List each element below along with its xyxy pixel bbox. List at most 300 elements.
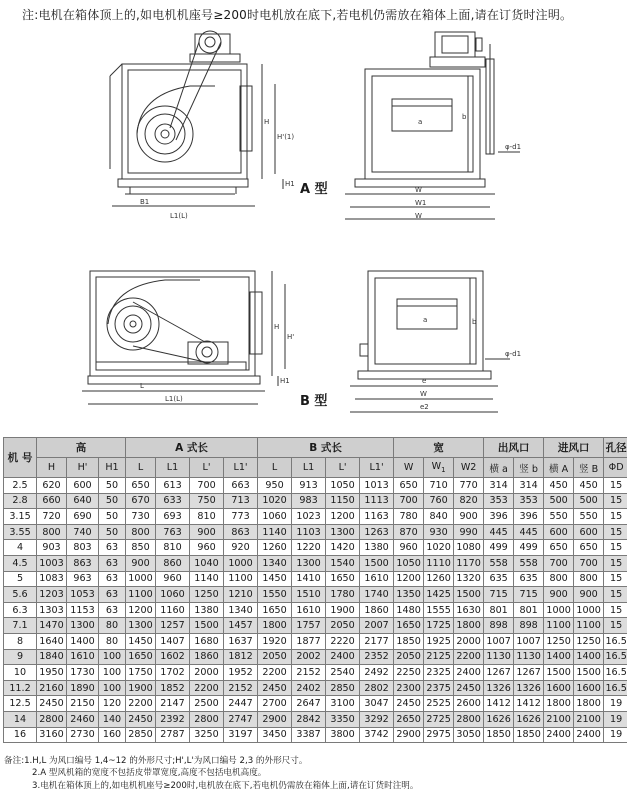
table-cell: 613 — [156, 478, 190, 494]
table-cell: 950 — [258, 478, 292, 494]
table-row — [4, 711, 627, 727]
machine-no-cell: 4.5 — [4, 555, 37, 571]
table-cell: 1130 — [484, 649, 514, 665]
table-cell: 1650 — [394, 618, 424, 634]
table-row — [4, 727, 627, 743]
table-cell: 1650 — [326, 571, 360, 587]
header-inlet-a: 横 A — [544, 458, 574, 478]
table-cell: 801 — [484, 602, 514, 618]
table-cell: 713 — [224, 493, 258, 509]
table-cell: 820 — [454, 493, 484, 509]
header-w1-sub: 1 — [441, 465, 446, 474]
table-cell: 900 — [574, 587, 604, 603]
table-cell: 1263 — [360, 524, 394, 540]
table-cell: 550 — [544, 509, 574, 525]
table-cell: 913 — [292, 478, 326, 494]
table-row — [4, 680, 627, 696]
table-cell: 1470 — [37, 618, 67, 634]
table-cell: 1900 — [326, 602, 360, 618]
table-cell: 700 — [190, 478, 224, 494]
header-inlet: 进风口 — [544, 438, 604, 458]
table-cell: 983 — [292, 493, 326, 509]
table-cell: 1800 — [574, 696, 604, 712]
table-cell: 700 — [574, 555, 604, 571]
table-cell: 1130 — [514, 649, 544, 665]
header-phi-d: ΦD — [604, 458, 627, 478]
table-cell: 1013 — [360, 478, 394, 494]
table-cell: 650 — [126, 478, 156, 494]
table-cell: 450 — [544, 478, 574, 494]
table-cell: 1340 — [224, 602, 258, 618]
table-cell: 2450 — [394, 696, 424, 712]
table-cell: 1260 — [424, 571, 454, 587]
table-cell: 2850 — [126, 727, 156, 743]
table-cell: 1450 — [126, 633, 156, 649]
table-cell: 1412 — [484, 696, 514, 712]
table-cell: 2352 — [360, 649, 394, 665]
type-b-front-view — [350, 271, 510, 412]
machine-no-cell: 12.5 — [4, 696, 37, 712]
table-cell: 1140 — [258, 524, 292, 540]
table-cell: 15 — [604, 555, 627, 571]
table-cell: 660 — [37, 493, 67, 509]
table-row — [4, 633, 627, 649]
table-cell: 1500 — [190, 618, 224, 634]
table-cell: 1113 — [360, 493, 394, 509]
table-row — [4, 649, 627, 665]
table-cell: 2725 — [424, 711, 454, 727]
header-machine-no: 机 号 — [4, 438, 37, 478]
table-cell: 120 — [99, 696, 126, 712]
table-cell: 1267 — [514, 665, 544, 681]
table-cell: 15 — [604, 493, 627, 509]
table-cell: 760 — [424, 493, 454, 509]
table-cell: 2460 — [67, 711, 99, 727]
table-cell: 2200 — [258, 665, 292, 681]
table-cell: 1400 — [544, 649, 574, 665]
header-height: 高 — [37, 438, 126, 458]
header-a-length: A 式长 — [126, 438, 258, 458]
table-cell: 600 — [67, 478, 99, 494]
table-cell: 1003 — [37, 555, 67, 571]
table-cell: 810 — [190, 509, 224, 525]
table-cell: 1260 — [258, 540, 292, 556]
table-cell: 1160 — [156, 602, 190, 618]
table-cell: 1103 — [292, 524, 326, 540]
table-cell: 1550 — [258, 587, 292, 603]
table-row — [4, 478, 627, 494]
table-cell: 1410 — [292, 571, 326, 587]
table-cell: 396 — [514, 509, 544, 525]
table-cell: 1100 — [544, 618, 574, 634]
table-cell: 3800 — [326, 727, 360, 743]
table-cell: 663 — [224, 478, 258, 494]
table-cell: 1200 — [394, 571, 424, 587]
table-cell: 2152 — [224, 680, 258, 696]
table-cell: 1412 — [514, 696, 544, 712]
note-3: 3.电机在箱体顶上的,如电机机座号≥200时,电机放在底下,若电机仍需放在箱体上面,请在订货时注明。 — [32, 780, 419, 791]
table-cell: 19 — [604, 727, 627, 743]
table-cell: 15 — [604, 602, 627, 618]
table-cell: 990 — [454, 524, 484, 540]
table-cell: 2300 — [394, 680, 424, 696]
machine-no-cell: 3.55 — [4, 524, 37, 540]
table-cell: 558 — [484, 555, 514, 571]
table-cell: 840 — [424, 509, 454, 525]
table-cell: 710 — [424, 478, 454, 494]
header-b-l-prime: L' — [326, 458, 360, 478]
table-cell: 1680 — [190, 633, 224, 649]
table-cell: 1637 — [224, 633, 258, 649]
table-cell: 2100 — [574, 711, 604, 727]
table-cell: 1320 — [454, 571, 484, 587]
table-cell: 50 — [99, 509, 126, 525]
table-cell: 3387 — [292, 727, 326, 743]
machine-no-cell: 5 — [4, 571, 37, 587]
table-cell: 801 — [514, 602, 544, 618]
header-outlet: 出风口 — [484, 438, 544, 458]
table-cell: 1350 — [394, 587, 424, 603]
table-cell: 50 — [99, 493, 126, 509]
table-cell: 1060 — [258, 509, 292, 525]
table-cell: 1500 — [574, 665, 604, 681]
notes — [4, 755, 418, 792]
table-cell: 670 — [126, 493, 156, 509]
table-cell: 1300 — [67, 618, 99, 634]
table-cell: 353 — [484, 493, 514, 509]
header-w1-main: W — [431, 461, 442, 473]
table-cell: 1610 — [67, 649, 99, 665]
machine-no-cell: 10 — [4, 665, 37, 681]
header-w1 — [424, 458, 454, 478]
table-cell: 800 — [126, 524, 156, 540]
table-cell: 1800 — [544, 696, 574, 712]
header-outlet-b: 竖 b — [514, 458, 544, 478]
table-cell: 1920 — [258, 633, 292, 649]
table-cell: 1950 — [37, 665, 67, 681]
header-b-length: B 式长 — [258, 438, 394, 458]
spec-table — [3, 437, 627, 743]
table-cell: 1080 — [454, 540, 484, 556]
table-cell: 1250 — [574, 633, 604, 649]
machine-no-cell: 8 — [4, 633, 37, 649]
table-cell: 2002 — [292, 649, 326, 665]
table-cell: 1600 — [574, 680, 604, 696]
header-a-l1: L1 — [156, 458, 190, 478]
table-cell: 2747 — [224, 711, 258, 727]
table-cell: 1877 — [292, 633, 326, 649]
table-cell: 863 — [67, 555, 99, 571]
table-cell: 1050 — [394, 555, 424, 571]
table-cell: 620 — [37, 478, 67, 494]
table-cell: 803 — [67, 540, 99, 556]
table-cell: 720 — [37, 509, 67, 525]
table-cell: 1053 — [67, 587, 99, 603]
table-row — [4, 696, 627, 712]
table-cell: 3100 — [326, 696, 360, 712]
machine-no-cell: 9 — [4, 649, 37, 665]
table-cell: 15 — [604, 524, 627, 540]
table-cell: 1890 — [67, 680, 99, 696]
technical-drawings — [0, 24, 627, 434]
table-cell: 800 — [37, 524, 67, 540]
table-cell: 16.5 — [604, 649, 627, 665]
svg-text:L: L — [140, 382, 144, 390]
table-cell: 715 — [514, 587, 544, 603]
table-cell: 353 — [514, 493, 544, 509]
table-cell: 1480 — [394, 602, 424, 618]
table-cell: 2450 — [454, 680, 484, 696]
table-cell: 1730 — [67, 665, 99, 681]
table-row — [4, 555, 627, 571]
table-cell: 690 — [67, 509, 99, 525]
machine-no-cell: 14 — [4, 711, 37, 727]
table-cell: 314 — [514, 478, 544, 494]
table-cell: 900 — [126, 555, 156, 571]
table-cell: 2647 — [292, 696, 326, 712]
table-cell: 1510 — [292, 587, 326, 603]
table-cell: 635 — [484, 571, 514, 587]
table-cell: 63 — [99, 602, 126, 618]
table-cell: 730 — [126, 509, 156, 525]
table-cell: 1326 — [484, 680, 514, 696]
table-cell: 2500 — [190, 696, 224, 712]
top-note: 注:电机在箱体顶上的,如电机机座号≥200时电机放在底下,若电机仍需放在箱体上面,请在订货时注明。 — [22, 8, 573, 22]
table-cell: 1023 — [292, 509, 326, 525]
table-cell: 2050 — [258, 649, 292, 665]
table-cell: 2400 — [574, 727, 604, 743]
type-a-front-view — [345, 32, 520, 219]
table-cell: 740 — [67, 524, 99, 540]
table-cell: 903 — [37, 540, 67, 556]
table-cell: 1140 — [190, 571, 224, 587]
table-cell: 550 — [574, 509, 604, 525]
table-cell: 1000 — [224, 555, 258, 571]
machine-no-cell: 4 — [4, 540, 37, 556]
table-cell: 1840 — [37, 649, 67, 665]
table-cell: 2402 — [292, 680, 326, 696]
table-cell: 900 — [544, 587, 574, 603]
table-cell: 2050 — [326, 618, 360, 634]
svg-text:B1: B1 — [140, 198, 150, 206]
svg-text:H': H' — [287, 333, 295, 341]
table-cell: 640 — [67, 493, 99, 509]
machine-no-cell: 7.1 — [4, 618, 37, 634]
table-cell: 900 — [190, 524, 224, 540]
table-cell: 898 — [514, 618, 544, 634]
table-cell: 1812 — [224, 649, 258, 665]
table-cell: 1267 — [484, 665, 514, 681]
table-row — [4, 618, 627, 634]
machine-no-cell: 5.6 — [4, 587, 37, 603]
header-w2: W2 — [454, 458, 484, 478]
header-outlet-a: 横 a — [484, 458, 514, 478]
table-cell: 633 — [156, 493, 190, 509]
header-hole-dia: 孔径 — [604, 438, 627, 458]
table-cell: 1326 — [514, 680, 544, 696]
table-cell: 930 — [424, 524, 454, 540]
table-row — [4, 665, 627, 681]
table-cell: 1083 — [37, 571, 67, 587]
table-cell: 80 — [99, 633, 126, 649]
table-cell: 2730 — [67, 727, 99, 743]
note-1: 备注:1.H,L 为风口编号 1,4~12 的外形尺寸;H',L'为风口编号 2,3 的外形尺寸。 — [4, 756, 308, 766]
table-cell: 2447 — [224, 696, 258, 712]
table-cell: 500 — [574, 493, 604, 509]
table-cell: 650 — [544, 540, 574, 556]
svg-text:H: H — [264, 118, 270, 126]
table-cell: 3450 — [258, 727, 292, 743]
table-cell: 2400 — [454, 665, 484, 681]
table-cell: 2842 — [292, 711, 326, 727]
table-cell: 1100 — [126, 587, 156, 603]
table-header-row-2 — [4, 458, 627, 478]
table-cell: 445 — [514, 524, 544, 540]
svg-text:b: b — [472, 318, 477, 326]
table-cell: 3742 — [360, 727, 394, 743]
svg-text:W: W — [415, 212, 422, 220]
table-cell: 1200 — [326, 509, 360, 525]
table-cell: 100 — [99, 649, 126, 665]
table-cell: 15 — [604, 509, 627, 525]
table-cell: 1380 — [360, 540, 394, 556]
table-cell: 2125 — [424, 649, 454, 665]
table-cell: 2177 — [360, 633, 394, 649]
table-cell: 2525 — [424, 696, 454, 712]
table-cell: 1200 — [126, 602, 156, 618]
table-row — [4, 602, 627, 618]
table-cell: 1650 — [258, 602, 292, 618]
table-cell: 1757 — [292, 618, 326, 634]
table-cell: 2152 — [292, 665, 326, 681]
table-cell: 750 — [190, 493, 224, 509]
table-cell: 900 — [454, 509, 484, 525]
table-cell: 1500 — [454, 587, 484, 603]
table-row — [4, 493, 627, 509]
table-cell: 19 — [604, 711, 627, 727]
table-cell: 960 — [394, 540, 424, 556]
table-cell: 1630 — [454, 602, 484, 618]
table-cell: 445 — [484, 524, 514, 540]
table-cell: 635 — [514, 571, 544, 587]
table-cell: 1555 — [424, 602, 454, 618]
header-a-l1-prime: L1' — [224, 458, 258, 478]
type-b-side-view — [82, 271, 285, 404]
table-cell: 650 — [574, 540, 604, 556]
svg-text:a: a — [418, 118, 423, 126]
table-cell: 1702 — [156, 665, 190, 681]
table-cell: 15 — [604, 478, 627, 494]
table-row — [4, 524, 627, 540]
machine-no-cell: 3.15 — [4, 509, 37, 525]
svg-text:L1(L): L1(L) — [170, 212, 188, 220]
svg-text:H1: H1 — [285, 180, 295, 188]
table-cell: 450 — [574, 478, 604, 494]
header-width: 宽 — [394, 438, 484, 458]
table-cell: 499 — [514, 540, 544, 556]
table-cell: 1100 — [574, 618, 604, 634]
table-cell: 2400 — [544, 727, 574, 743]
table-row — [4, 571, 627, 587]
table-cell: 2975 — [424, 727, 454, 743]
table-cell: 1050 — [326, 478, 360, 494]
table-cell: 2000 — [454, 633, 484, 649]
table-cell: 800 — [544, 571, 574, 587]
table-cell: 1300 — [292, 555, 326, 571]
header-w: W — [394, 458, 424, 478]
header-h1: H1 — [99, 458, 126, 478]
table-cell: 2200 — [454, 649, 484, 665]
svg-text:W: W — [415, 186, 422, 194]
table-cell: 1860 — [190, 649, 224, 665]
machine-no-cell: 2.8 — [4, 493, 37, 509]
table-cell: 1000 — [574, 602, 604, 618]
table-cell: 2100 — [544, 711, 574, 727]
table-cell: 870 — [394, 524, 424, 540]
table-cell: 1925 — [424, 633, 454, 649]
table-cell: 1100 — [224, 571, 258, 587]
table-cell: 1450 — [258, 571, 292, 587]
machine-no-cell: 6.3 — [4, 602, 37, 618]
table-cell: 810 — [156, 540, 190, 556]
table-cell: 2802 — [360, 680, 394, 696]
table-cell: 3047 — [360, 696, 394, 712]
svg-text:e2: e2 — [420, 403, 429, 411]
table-cell: 1420 — [326, 540, 360, 556]
table-cell: 1407 — [156, 633, 190, 649]
table-cell: 863 — [224, 524, 258, 540]
table-cell: 396 — [484, 509, 514, 525]
table-cell: 2220 — [326, 633, 360, 649]
header-b-l1-prime: L1' — [360, 458, 394, 478]
table-cell: 80 — [99, 618, 126, 634]
table-cell: 100 — [99, 665, 126, 681]
table-cell: 3292 — [360, 711, 394, 727]
table-cell: 1380 — [190, 602, 224, 618]
table-cell: 1600 — [544, 680, 574, 696]
svg-text:φ-d1: φ-d1 — [505, 143, 522, 151]
table-cell: 2787 — [156, 727, 190, 743]
table-cell: 3350 — [326, 711, 360, 727]
table-cell: 2160 — [37, 680, 67, 696]
table-cell: 140 — [99, 711, 126, 727]
table-cell: 963 — [67, 571, 99, 587]
table-cell: 1300 — [126, 618, 156, 634]
table-cell: 2650 — [394, 711, 424, 727]
table-cell: 19 — [604, 696, 627, 712]
table-cell: 2900 — [258, 711, 292, 727]
table-cell: 2150 — [67, 696, 99, 712]
type-a-side-view — [110, 31, 283, 206]
table-cell: 1650 — [126, 649, 156, 665]
table-cell: 1725 — [424, 618, 454, 634]
table-cell: 1780 — [326, 587, 360, 603]
table-cell: 1640 — [37, 633, 67, 649]
table-cell: 3197 — [224, 727, 258, 743]
table-cell: 2200 — [126, 696, 156, 712]
table-cell: 1602 — [156, 649, 190, 665]
table-cell: 2392 — [156, 711, 190, 727]
machine-no-cell: 16 — [4, 727, 37, 743]
table-cell: 1340 — [258, 555, 292, 571]
table-cell: 2000 — [190, 665, 224, 681]
table-cell: 1850 — [484, 727, 514, 743]
table-cell: 2800 — [37, 711, 67, 727]
svg-text:W: W — [420, 390, 427, 398]
svg-text:H: H — [274, 323, 280, 331]
table-row — [4, 540, 627, 556]
table-cell: 860 — [156, 555, 190, 571]
